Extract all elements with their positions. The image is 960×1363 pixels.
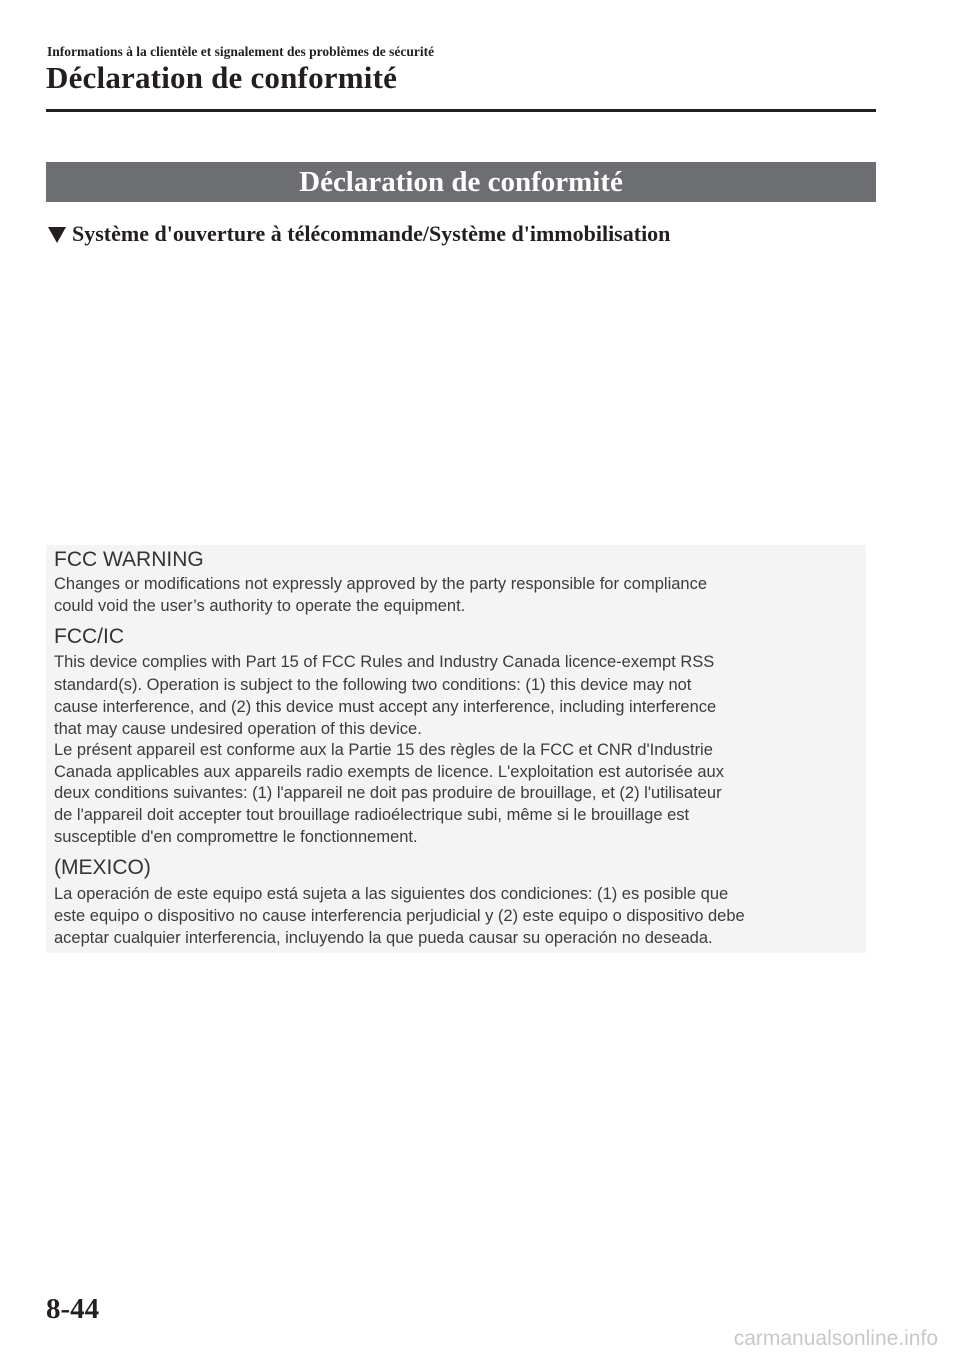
watermark: carmanualsonline.info [733,1327,938,1350]
page-number: 8-44 [46,1293,100,1325]
fcc-ic-heading: FCC/IC [54,625,124,648]
fcc-ic-line: deux conditions suivantes: (1) l'appareil ne doit pas produire de brouillage, et (2) l'utilisateur [54,784,722,802]
fcc-ic-line: susceptible d'en compromettre le fonctionnement. [54,828,418,846]
subsection-title: Système d'ouverture à télécommande/Système d'immobilisation [72,221,671,246]
section-banner [46,162,876,202]
title-divider [46,109,876,112]
breadcrumb: Informations à la clientèle et signalement des problèmes de sécurité [47,44,435,59]
mexico-heading: (MEXICO) [54,856,151,879]
fcc-ic-line: that may cause undesired operation of this device. [54,720,422,738]
mexico-line: este equipo o dispositivo no cause interferencia perjudicial y (2) este equipo o dispositivo debe [54,907,745,925]
fcc-warning-line: Changes or modifications not expressly approved by the party responsible for compliance [54,575,708,593]
triangle-down-icon [48,227,66,243]
fcc-warning-heading: FCC WARNING [54,548,204,571]
fcc-ic-line: de l'appareil doit accepter tout brouillage radioélectrique subi, même si le brouillage est [54,806,690,824]
page-title: Déclaration de conformité [46,60,398,95]
fcc-warning-line: could void the user’s authority to operate the equipment. [54,597,466,615]
compliance-notice-panel [46,545,866,953]
fcc-ic-line: Canada applicables aux appareils radio exempts de licence. L'exploitation est autorisée aux [54,763,724,781]
mexico-line: La operación de este equipo está sujeta a las siguientes dos condiciones: (1) es posible que [54,885,729,903]
fcc-ic-line: Le présent appareil est conforme aux la Partie 15 des règles de la FCC et CNR d'Industrie [54,741,713,759]
fcc-ic-line: cause interference, and (2) this device must accept any interference, including interference [54,698,717,716]
fcc-ic-line: This device complies with Part 15 of FCC Rules and Industry Canada licence-exempt RSS [54,653,715,671]
fcc-ic-line: standard(s). Operation is subject to the following two conditions: (1) this device may not [54,676,692,694]
mexico-line: aceptar cualquier interferencia, incluyendo la que pueda causar su operación no deseada. [54,929,713,947]
subsection-heading [48,221,670,247]
section-banner-label: Déclaration de conformité [299,165,623,198]
